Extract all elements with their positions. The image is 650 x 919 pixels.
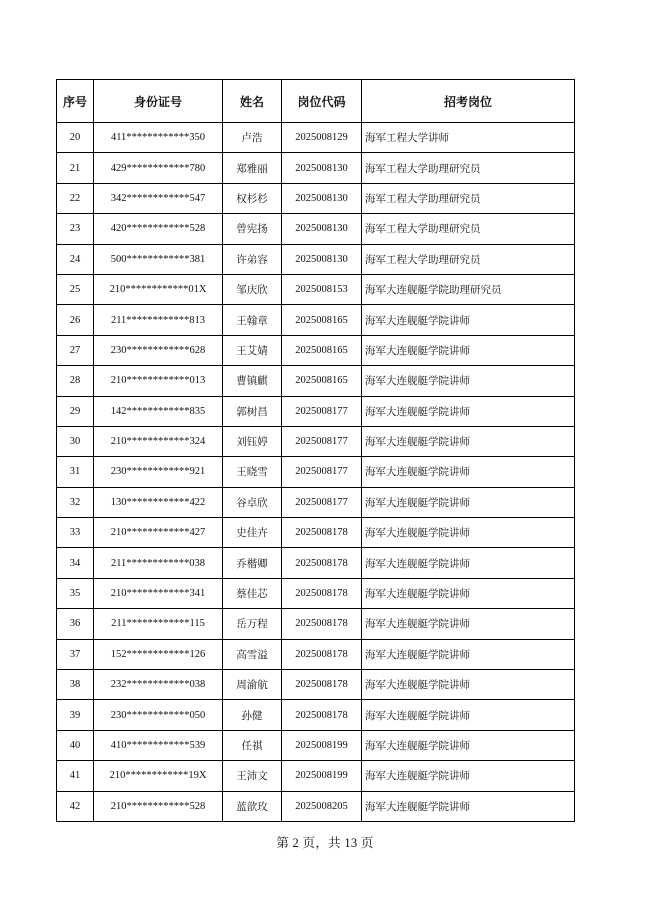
cell-position-code: 2025008177 (282, 487, 362, 517)
cell-position-code: 2025008178 (282, 700, 362, 730)
cell-name: 岳万程 (223, 609, 282, 639)
cell-position: 海军大连舰艇学院讲师 (362, 518, 575, 548)
table-row (57, 578, 575, 608)
cell-position-code: 2025008165 (282, 305, 362, 335)
cell-id-number: 411************350 (94, 123, 223, 153)
cell-id-number: 210************528 (94, 791, 223, 821)
cell-position: 海军大连舰艇学院讲师 (362, 426, 575, 456)
cell-seq: 30 (57, 426, 94, 456)
cell-name: 王翰章 (223, 305, 282, 335)
cell-id-number: 210************324 (94, 426, 223, 456)
cell-name: 蔡佳芯 (223, 578, 282, 608)
cell-id-number: 342************547 (94, 183, 223, 213)
cell-seq: 31 (57, 457, 94, 487)
table-row (57, 487, 575, 517)
cell-name: 郑雅丽 (223, 153, 282, 183)
cell-position-code: 2025008199 (282, 761, 362, 791)
cell-seq: 20 (57, 123, 94, 153)
cell-name: 周渝航 (223, 670, 282, 700)
cell-position: 海军工程大学助理研究员 (362, 183, 575, 213)
table-row (57, 123, 575, 153)
cell-id-number: 429************780 (94, 153, 223, 183)
cell-id-number: 500************381 (94, 244, 223, 274)
table-row (57, 791, 575, 821)
cell-seq: 28 (57, 366, 94, 396)
cell-id-number: 210************427 (94, 518, 223, 548)
table-row (57, 609, 575, 639)
cell-name: 乔楷卿 (223, 548, 282, 578)
cell-name: 史佳卉 (223, 518, 282, 548)
cell-seq: 42 (57, 791, 94, 821)
cell-position: 海军大连舰艇学院讲师 (362, 487, 575, 517)
cell-id-number: 210************341 (94, 578, 223, 608)
cell-position: 海军大连舰艇学院讲师 (362, 335, 575, 365)
cell-position-code: 2025008178 (282, 609, 362, 639)
cell-name: 王晓雪 (223, 457, 282, 487)
cell-position-code: 2025008199 (282, 730, 362, 760)
cell-name: 郭树昌 (223, 396, 282, 426)
cell-position-code: 2025008177 (282, 426, 362, 456)
cell-id-number: 230************921 (94, 457, 223, 487)
cell-name: 王沛文 (223, 761, 282, 791)
cell-name: 权杉杉 (223, 183, 282, 213)
cell-position: 海军大连舰艇学院讲师 (362, 761, 575, 791)
cell-id-number: 420************528 (94, 214, 223, 244)
cell-name: 任祺 (223, 730, 282, 760)
cell-name: 蓝歆玫 (223, 791, 282, 821)
cell-position: 海军大连舰艇学院讲师 (362, 457, 575, 487)
cell-id-number: 230************050 (94, 700, 223, 730)
table-row (57, 518, 575, 548)
cell-name: 曹镇麒 (223, 366, 282, 396)
cell-id-number: 152************126 (94, 639, 223, 669)
cell-position-code: 2025008205 (282, 791, 362, 821)
cell-name: 孙健 (223, 700, 282, 730)
cell-position: 海军大连舰艇学院讲师 (362, 730, 575, 760)
cell-id-number: 142************835 (94, 396, 223, 426)
table-row (57, 183, 575, 213)
cell-position: 海军工程大学助理研究员 (362, 153, 575, 183)
table-row (57, 305, 575, 335)
cell-position-code: 2025008178 (282, 639, 362, 669)
cell-seq: 27 (57, 335, 94, 365)
cell-position: 海军大连舰艇学院讲师 (362, 396, 575, 426)
cell-position-code: 2025008177 (282, 457, 362, 487)
header-id-number: 身份证号 (94, 80, 223, 123)
table-row (57, 700, 575, 730)
cell-position: 海军大连舰艇学院助理研究员 (362, 274, 575, 304)
cell-name: 高雪溢 (223, 639, 282, 669)
roster-table (56, 79, 575, 822)
cell-position-code: 2025008165 (282, 366, 362, 396)
cell-position-code: 2025008178 (282, 548, 362, 578)
cell-position: 海军大连舰艇学院讲师 (362, 791, 575, 821)
table-row (57, 548, 575, 578)
table-row (57, 244, 575, 274)
cell-position: 海军工程大学助理研究员 (362, 214, 575, 244)
cell-position-code: 2025008165 (282, 335, 362, 365)
cell-id-number: 130************422 (94, 487, 223, 517)
cell-position-code: 2025008130 (282, 244, 362, 274)
table-row (57, 153, 575, 183)
table-row (57, 214, 575, 244)
table-row (57, 366, 575, 396)
table-row (57, 426, 575, 456)
cell-seq: 34 (57, 548, 94, 578)
cell-id-number: 210************19X (94, 761, 223, 791)
cell-id-number: 210************01X (94, 274, 223, 304)
cell-seq: 29 (57, 396, 94, 426)
cell-id-number: 232************038 (94, 670, 223, 700)
cell-position-code: 2025008178 (282, 670, 362, 700)
cell-position-code: 2025008153 (282, 274, 362, 304)
cell-id-number: 211************038 (94, 548, 223, 578)
header-seq: 序号 (57, 80, 94, 123)
table-row (57, 457, 575, 487)
cell-position: 海军大连舰艇学院讲师 (362, 670, 575, 700)
cell-position-code: 2025008178 (282, 518, 362, 548)
cell-name: 卢浩 (223, 123, 282, 153)
cell-seq: 41 (57, 761, 94, 791)
table-row (57, 761, 575, 791)
cell-position: 海军大连舰艇学院讲师 (362, 639, 575, 669)
cell-id-number: 230************628 (94, 335, 223, 365)
roster-body (57, 123, 575, 822)
cell-id-number: 210************013 (94, 366, 223, 396)
cell-seq: 25 (57, 274, 94, 304)
cell-seq: 35 (57, 578, 94, 608)
cell-id-number: 211************115 (94, 609, 223, 639)
cell-seq: 32 (57, 487, 94, 517)
table-row (57, 335, 575, 365)
cell-seq: 24 (57, 244, 94, 274)
cell-seq: 33 (57, 518, 94, 548)
cell-position: 海军大连舰艇学院讲师 (362, 366, 575, 396)
cell-seq: 37 (57, 639, 94, 669)
table-row (57, 639, 575, 669)
table-row (57, 274, 575, 304)
cell-id-number: 410************539 (94, 730, 223, 760)
cell-name: 王艾婧 (223, 335, 282, 365)
cell-position: 海军工程大学助理研究员 (362, 244, 575, 274)
header-position: 招考岗位 (362, 80, 575, 123)
cell-position-code: 2025008130 (282, 214, 362, 244)
cell-name: 刘钰婷 (223, 426, 282, 456)
cell-position: 海军大连舰艇学院讲师 (362, 305, 575, 335)
cell-name: 邹庆欣 (223, 274, 282, 304)
cell-position-code: 2025008129 (282, 123, 362, 153)
cell-seq: 26 (57, 305, 94, 335)
cell-position: 海军大连舰艇学院讲师 (362, 578, 575, 608)
cell-seq: 23 (57, 214, 94, 244)
cell-position-code: 2025008177 (282, 396, 362, 426)
cell-name: 曾宪扬 (223, 214, 282, 244)
cell-position-code: 2025008178 (282, 578, 362, 608)
cell-position-code: 2025008130 (282, 183, 362, 213)
header-row (57, 80, 575, 123)
header-position-code: 岗位代码 (282, 80, 362, 123)
table-row (57, 396, 575, 426)
table-row (57, 670, 575, 700)
cell-id-number: 211************813 (94, 305, 223, 335)
cell-position: 海军大连舰艇学院讲师 (362, 700, 575, 730)
cell-seq: 21 (57, 153, 94, 183)
cell-name: 许弟容 (223, 244, 282, 274)
cell-position: 海军大连舰艇学院讲师 (362, 548, 575, 578)
page-footer: 第 2 页，共 13 页 (276, 836, 374, 850)
cell-seq: 39 (57, 700, 94, 730)
cell-seq: 40 (57, 730, 94, 760)
cell-seq: 22 (57, 183, 94, 213)
cell-position-code: 2025008130 (282, 153, 362, 183)
cell-position: 海军工程大学讲师 (362, 123, 575, 153)
header-name: 姓名 (223, 80, 282, 123)
cell-seq: 36 (57, 609, 94, 639)
cell-seq: 38 (57, 670, 94, 700)
cell-position: 海军大连舰艇学院讲师 (362, 609, 575, 639)
table-row (57, 730, 575, 760)
cell-name: 谷卓欣 (223, 487, 282, 517)
